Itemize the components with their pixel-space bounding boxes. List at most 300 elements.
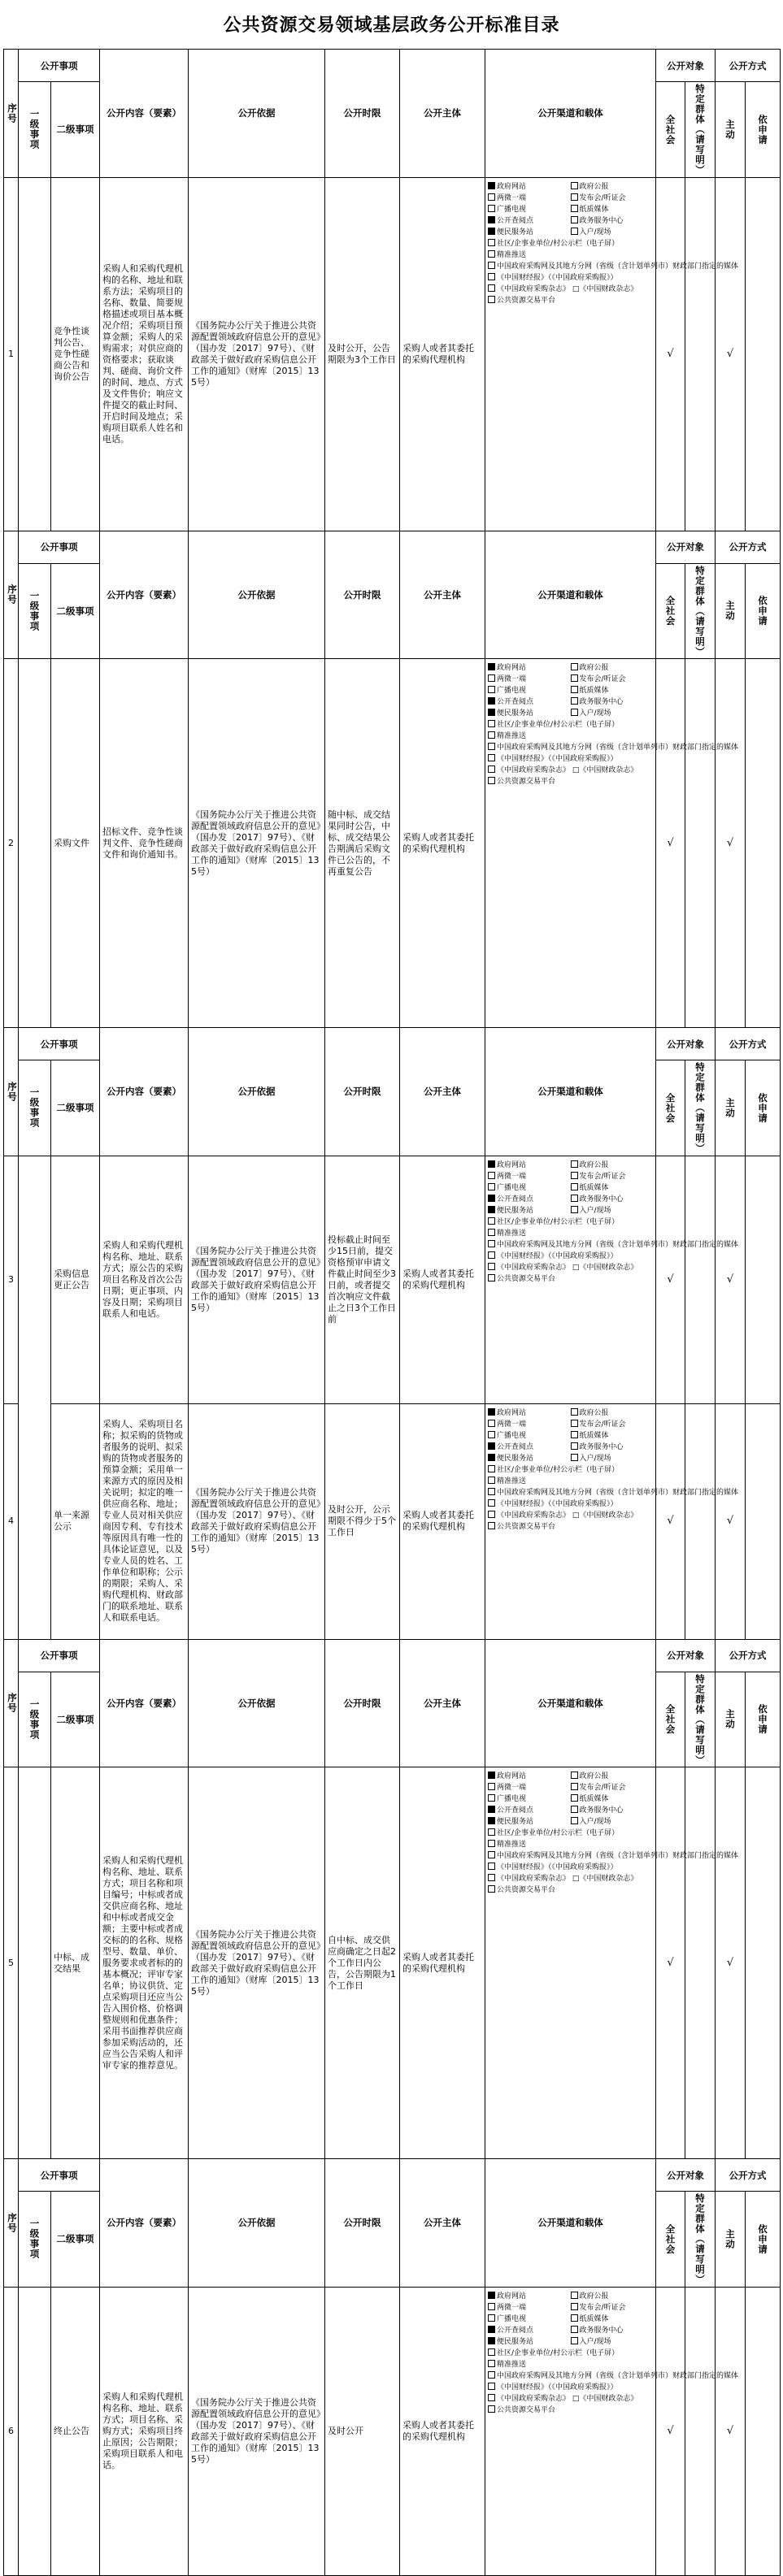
channel-option bbox=[488, 1464, 653, 1476]
level2-header: 二级事项 bbox=[56, 605, 94, 617]
request-header-cell bbox=[746, 1060, 781, 1156]
channel-option bbox=[571, 1430, 654, 1442]
active-header-cell bbox=[716, 563, 746, 659]
active-cell bbox=[716, 659, 746, 1028]
channel-option-label: 《中国政府采购杂志》 □《中国财政杂志》 bbox=[497, 1875, 638, 1883]
level1-header-cell bbox=[19, 563, 51, 659]
request-cell bbox=[746, 1403, 781, 1639]
channel-list bbox=[485, 659, 739, 1028]
request-header: 依申请 bbox=[757, 1704, 768, 1735]
channel-list bbox=[485, 1403, 739, 1639]
basis-header-cell bbox=[189, 531, 325, 659]
channel-option-label: 广播电视 bbox=[497, 1183, 527, 1192]
channel-option-label: 广播电视 bbox=[497, 1431, 527, 1440]
channel-option bbox=[488, 1239, 739, 1251]
object-header-cell bbox=[656, 2159, 716, 2192]
object-header: 公开对象 bbox=[667, 1650, 704, 1661]
channel-option-label: 发布会/听证会 bbox=[579, 1420, 626, 1429]
unchecked-box-icon bbox=[571, 2292, 578, 2299]
unchecked-box-icon bbox=[488, 1885, 495, 1893]
unchecked-box-icon bbox=[488, 686, 495, 693]
object-header: 公开对象 bbox=[667, 2169, 704, 2181]
check-mark: √ bbox=[667, 347, 674, 360]
seq-header: 序号 bbox=[7, 102, 18, 124]
level1-cell bbox=[19, 177, 51, 531]
level2-cell bbox=[51, 177, 100, 531]
channel-option-label: 两微一端 bbox=[497, 1420, 527, 1429]
request-header: 依申请 bbox=[757, 596, 768, 627]
channel-option-label: 纸质媒体 bbox=[579, 1431, 609, 1440]
unchecked-box-icon bbox=[571, 1783, 578, 1790]
channel-option-label: 两微一端 bbox=[497, 2303, 527, 2312]
channel-header: 公开渠道和载体 bbox=[537, 1086, 603, 1098]
channel-option bbox=[488, 742, 739, 753]
checked-box-icon bbox=[488, 228, 495, 235]
channel-option bbox=[488, 708, 571, 719]
channel-option bbox=[571, 1160, 654, 1171]
obj-group-header-cell bbox=[685, 563, 716, 659]
channel-option-label: 两微一端 bbox=[497, 1172, 527, 1181]
unchecked-box-icon bbox=[571, 205, 578, 212]
channel-option-label: 社区/企事业单位/村公示栏（电子屏） bbox=[497, 1465, 620, 1474]
content-cell bbox=[100, 659, 189, 1028]
channel-option bbox=[571, 1816, 654, 1828]
object-header: 公开对象 bbox=[667, 541, 704, 553]
content-header-cell bbox=[100, 1028, 189, 1156]
channel-option-label: 发布会/听证会 bbox=[579, 2303, 626, 2312]
level2-item: 中标、成交结果 bbox=[54, 1951, 89, 1974]
object-header-cell bbox=[656, 531, 716, 563]
channel-option-label: 公开查阅点 bbox=[497, 1806, 534, 1815]
channel-option bbox=[571, 2336, 654, 2348]
unchecked-box-icon bbox=[488, 2394, 495, 2401]
channel-option bbox=[488, 1828, 653, 1839]
object-header-cell bbox=[656, 1639, 716, 1672]
channel-header: 公开渠道和载体 bbox=[537, 107, 603, 119]
check-mark: √ bbox=[667, 1956, 674, 1969]
unchecked-box-icon bbox=[488, 1783, 495, 1790]
channel-list bbox=[485, 1156, 739, 1403]
seq-header-cell bbox=[4, 50, 19, 178]
channel-option-label: 《中国财经报》（《中国政府采购报》） bbox=[497, 1499, 618, 1508]
channel-option bbox=[488, 753, 653, 765]
seq-cell bbox=[4, 1767, 19, 2159]
request-cell bbox=[746, 659, 781, 1028]
unchecked-box-icon bbox=[488, 731, 495, 739]
channel-option-label: 纸质媒体 bbox=[579, 205, 609, 214]
basis-text: 《国务院办公厅关于推进公共资源配置领域政府信息公开的意见》（国办发〔2017〕97号）、《财政部关于做好政府采购信息公开工作的通知》（财库〔2015〕135号） bbox=[191, 809, 321, 877]
request-header-cell bbox=[746, 563, 781, 659]
channel-option-label: 广播电视 bbox=[497, 1795, 527, 1803]
level2-cell bbox=[51, 1403, 100, 1639]
request-cell bbox=[746, 1156, 781, 1403]
content-header: 公开内容（要素） bbox=[107, 588, 181, 601]
content-cell bbox=[100, 1403, 189, 1639]
obj-group-cell bbox=[685, 2287, 716, 2575]
channel-option-label: 社区/企事业单位/村公示栏（电子屏） bbox=[497, 721, 620, 729]
obj-all-header-cell bbox=[656, 1060, 685, 1156]
channel-option-label: 政府网站 bbox=[497, 182, 527, 191]
channel-option-label: 公共资源交易平台 bbox=[497, 1886, 556, 1894]
unchecked-box-icon bbox=[488, 674, 495, 682]
seq-cell bbox=[4, 1156, 19, 1403]
obj-group-cell bbox=[685, 177, 716, 531]
channel-option bbox=[571, 2291, 654, 2302]
channel-option-label: 便民服务站 bbox=[497, 2337, 534, 2346]
matter-header: 公开事项 bbox=[40, 541, 78, 553]
channel-option bbox=[488, 193, 571, 204]
content-header-cell bbox=[100, 531, 189, 659]
seq-header-cell bbox=[4, 2159, 19, 2288]
level2-header-cell bbox=[51, 1060, 100, 1156]
channel-option bbox=[488, 1884, 653, 1896]
channel-option bbox=[488, 2302, 571, 2314]
channel-option bbox=[488, 765, 653, 776]
channel-option-label: 中国政府采购网及其地方分网（省级（含计划单列市）财政部门指定的媒体 bbox=[497, 1240, 739, 1249]
time-text: 及时公开，公示期限不得少于5个工作日 bbox=[328, 1504, 396, 1537]
level2-header-cell bbox=[51, 1672, 100, 1767]
unchecked-box-icon bbox=[488, 2303, 495, 2310]
obj-all-header: 全社会 bbox=[664, 1092, 676, 1123]
channel-option bbox=[488, 2336, 571, 2348]
basis-text: 《国务院办公厅关于推进公共资源配置领域政府信息公开的意见》（国办发〔2017〕97号）、《财政部关于做好政府采购信息公开工作的通知》（财库〔2015〕135号） bbox=[191, 1245, 321, 1313]
unchecked-box-icon bbox=[488, 1499, 495, 1507]
channel-option bbox=[488, 1251, 653, 1262]
channel-option-label: 精准推送 bbox=[497, 1477, 527, 1485]
level2-header: 二级事项 bbox=[56, 1713, 94, 1725]
channel-option bbox=[571, 1782, 654, 1793]
channel-option-label: 政府公报 bbox=[579, 664, 609, 672]
request-header-cell bbox=[746, 1672, 781, 1767]
unchecked-box-icon bbox=[488, 1172, 495, 1179]
channel-option bbox=[571, 674, 654, 685]
unchecked-box-icon bbox=[488, 1431, 495, 1438]
unchecked-box-icon bbox=[488, 262, 495, 269]
subject-cell bbox=[400, 1403, 485, 1639]
unchecked-box-icon bbox=[488, 2348, 495, 2356]
method-header-cell bbox=[716, 1639, 781, 1672]
object-header: 公开对象 bbox=[667, 1038, 704, 1050]
content-cell bbox=[100, 2287, 189, 2575]
unchecked-box-icon bbox=[488, 1263, 495, 1270]
channel-option-label: 公共资源交易平台 bbox=[497, 2405, 556, 2414]
object-header-cell bbox=[656, 50, 716, 82]
channel-option-label: 公开查阅点 bbox=[497, 1442, 534, 1451]
method-header-cell bbox=[716, 1028, 781, 1060]
channel-option-label: 公共资源交易平台 bbox=[497, 1274, 556, 1283]
active-header: 主动 bbox=[724, 2228, 736, 2249]
obj-all-header-cell bbox=[656, 563, 685, 659]
checked-box-icon bbox=[488, 1160, 495, 1168]
level2-cell bbox=[51, 1767, 100, 2159]
channel-header-cell bbox=[485, 1028, 656, 1156]
channel-option-label: 公开查阅点 bbox=[497, 216, 534, 225]
channel-option bbox=[488, 1228, 653, 1239]
header-row-1 bbox=[4, 1639, 781, 1672]
channel-option bbox=[488, 2393, 653, 2405]
content-text: 采购人和采购代理机构的名称、地址和联系方法；采购项目的名称、数量、简要规格描述或项目基本概况介绍；采购项目预算金额；采购人的采购需求；对供应商的资格要求；获取谈判、磋商、询价文件的时间、地点、方式及文件售价；响应文件提交的截止时间、开启时间及地点；采购项目联系人姓名和电话。 bbox=[102, 262, 183, 445]
request-header-cell bbox=[746, 82, 781, 178]
level2-header: 二级事项 bbox=[56, 2233, 94, 2245]
level2-header-cell bbox=[51, 563, 100, 659]
obj-group-cell bbox=[685, 1156, 716, 1403]
request-header-cell bbox=[746, 2192, 781, 2288]
subject-header: 公开主体 bbox=[424, 2217, 461, 2229]
channel-option bbox=[571, 662, 654, 674]
obj-all-header: 全社会 bbox=[664, 596, 676, 627]
basis-cell bbox=[189, 659, 325, 1028]
obj-group-header: 特定群体（请写明） bbox=[694, 2193, 706, 2285]
unchecked-box-icon bbox=[488, 1522, 495, 1529]
channel-option-label: 两微一端 bbox=[497, 1784, 527, 1792]
matter-header: 公开事项 bbox=[40, 1650, 78, 1661]
channel-option-label: 政务服务中心 bbox=[579, 698, 624, 706]
unchecked-box-icon bbox=[488, 1488, 495, 1495]
unchecked-box-icon bbox=[488, 1840, 495, 1847]
channel-option-label: 纸质媒体 bbox=[579, 1795, 609, 1803]
unchecked-box-icon bbox=[488, 2383, 495, 2390]
channel-option bbox=[571, 1205, 654, 1216]
channel-option-label: 《中国政府采购杂志》 □《中国财政杂志》 bbox=[497, 284, 638, 293]
unchecked-box-icon bbox=[571, 1806, 578, 1813]
unchecked-box-icon bbox=[488, 2360, 495, 2367]
seq-cell bbox=[4, 1403, 19, 1639]
unchecked-box-icon bbox=[488, 720, 495, 727]
channel-option bbox=[488, 2382, 653, 2393]
matter-header-cell bbox=[19, 1639, 100, 1672]
request-cell bbox=[746, 177, 781, 531]
unchecked-box-icon bbox=[488, 1183, 495, 1190]
seq-header: 序号 bbox=[7, 1693, 18, 1714]
check-mark: √ bbox=[667, 2424, 674, 2437]
channel-option bbox=[488, 1487, 739, 1498]
seq-header-cell bbox=[4, 531, 19, 659]
content-header: 公开内容（要素） bbox=[107, 1086, 181, 1098]
channel-option bbox=[488, 1407, 571, 1419]
basis-cell bbox=[189, 1156, 325, 1403]
level1-header-cell bbox=[19, 1672, 51, 1767]
table-row bbox=[4, 2287, 781, 2575]
unchecked-box-icon bbox=[488, 1851, 495, 1858]
time-header: 公开时限 bbox=[343, 2217, 381, 2229]
time-text: 及时公开，公告期限为3个工作日 bbox=[328, 342, 396, 365]
channel-header: 公开渠道和载体 bbox=[537, 588, 603, 601]
check-mark: √ bbox=[667, 836, 674, 849]
channel-option-label: 中国政府采购网及其地方分网（省级（含计划单列市）财政部门指定的媒体 bbox=[497, 1488, 739, 1497]
method-header-cell bbox=[716, 2159, 781, 2192]
header-row-1 bbox=[4, 50, 781, 82]
seq-header-cell bbox=[4, 1028, 19, 1156]
channel-option bbox=[571, 2302, 654, 2314]
checked-box-icon bbox=[488, 697, 495, 705]
content-header-cell bbox=[100, 50, 189, 178]
matter-header: 公开事项 bbox=[40, 1038, 78, 1050]
channel-option bbox=[571, 1453, 654, 1464]
checked-box-icon bbox=[488, 709, 495, 716]
channel-option-label: 《中国财经报》（《中国政府采购报》） bbox=[497, 2383, 618, 2392]
channel-option-label: 发布会/听证会 bbox=[579, 675, 626, 683]
channel-option bbox=[571, 1407, 654, 1419]
basis-header-cell bbox=[189, 1028, 325, 1156]
unchecked-box-icon bbox=[571, 2326, 578, 2333]
subject-cell bbox=[400, 1767, 485, 2159]
table-row bbox=[4, 1767, 781, 2159]
time-header-cell bbox=[325, 531, 400, 659]
unchecked-box-icon bbox=[488, 284, 495, 292]
channel-option bbox=[571, 227, 654, 238]
level2-cell bbox=[51, 2287, 100, 2575]
channel-option-label: 广播电视 bbox=[497, 2314, 527, 2323]
obj-all-header-cell bbox=[656, 2192, 685, 2288]
seq-number: 6 bbox=[8, 2425, 14, 2436]
subject-header-cell bbox=[400, 531, 485, 659]
matter-header-cell bbox=[19, 50, 100, 82]
level2-item: 竞争性谈判公告、竞争性磋商公告和询价公告 bbox=[54, 325, 89, 382]
level1-header: 一级事项 bbox=[28, 1087, 41, 1129]
channel-option bbox=[571, 708, 654, 719]
unchecked-box-icon bbox=[571, 1442, 578, 1450]
unchecked-box-icon bbox=[488, 1874, 495, 1881]
page-title: 公共资源交易领域基层政务公开标准目录 bbox=[223, 15, 560, 36]
subject-cell bbox=[400, 659, 485, 1028]
seq-number: 5 bbox=[8, 1957, 14, 1968]
level2-header: 二级事项 bbox=[56, 1102, 94, 1114]
level2-header-cell bbox=[51, 82, 100, 178]
channel-option-label: 政务服务中心 bbox=[579, 1806, 624, 1815]
method-header-cell bbox=[716, 50, 781, 82]
catalog-table bbox=[3, 49, 781, 2576]
channel-option bbox=[488, 295, 653, 306]
channel-option bbox=[488, 674, 571, 685]
channel-option-label: 发布会/听证会 bbox=[579, 193, 626, 202]
unchecked-box-icon bbox=[488, 1465, 495, 1472]
unchecked-box-icon bbox=[488, 1229, 495, 1236]
level1-cell bbox=[19, 659, 51, 1028]
unchecked-box-icon bbox=[571, 1817, 578, 1824]
time-text: 自中标、成交供应商确定之日起2个工作日内公告，公告期限为1个工作日 bbox=[328, 1934, 396, 1991]
channel-option bbox=[488, 2370, 739, 2382]
subject-header-cell bbox=[400, 50, 485, 178]
content-text: 采购人和采购代理机构名称、地址、联系方式；项目名称和项目编号；中标或者成交供应商名称、地址和中标或者成交金额；主要中标或者成交标的的名称、规格型号、数量、单价、服务要求或者标的的基本概况；评审专家名单；协议供货、定点采购项目还应当公告入围价格、价格调整规则和优惠条件；采用书面推荐供应商参加采购活动的，还应当公告采购人和评审专家的推荐意见。 bbox=[102, 1854, 183, 2071]
channel-option-label: 中国政府采购网及其地方分网（省级（含计划单列市）财政部门指定的媒体 bbox=[497, 2371, 739, 2380]
time-header: 公开时限 bbox=[343, 1086, 381, 1098]
time-text: 投标截止时间至少15日前，提交资格预审申请文件截止时间至少3日前，或者提交首次响应文件截止之日3个工作日前 bbox=[328, 1234, 396, 1325]
obj-group-header-cell bbox=[685, 2192, 716, 2288]
channel-option-label: 入户/现场 bbox=[579, 1454, 611, 1463]
method-header-cell bbox=[716, 531, 781, 563]
active-cell bbox=[716, 1767, 746, 2159]
channel-option-label: 《中国财经报》（《中国政府采购报》） bbox=[497, 273, 618, 282]
time-header: 公开时限 bbox=[343, 588, 381, 601]
check-mark: √ bbox=[726, 1956, 734, 1969]
basis-cell bbox=[189, 1403, 325, 1639]
subject-cell bbox=[400, 2287, 485, 2575]
unchecked-box-icon bbox=[571, 1772, 578, 1779]
subject-text: 采购人或者其委托的采购代理机构 bbox=[402, 2419, 474, 2442]
unchecked-box-icon bbox=[488, 743, 495, 750]
channel-list bbox=[485, 177, 739, 531]
unchecked-box-icon bbox=[488, 193, 495, 201]
channel-option-label: 社区/企事业单位/村公示栏（电子屏） bbox=[497, 1829, 620, 1837]
time-cell bbox=[325, 1156, 400, 1403]
channel-option bbox=[488, 272, 653, 284]
active-header-cell bbox=[716, 82, 746, 178]
basis-text: 《国务院办公厅关于推进公共资源配置领域政府信息公开的意见》（国办发〔2017〕97号）、《财政部关于做好政府采购信息公开工作的通知》（财库〔2015〕135号） bbox=[191, 2396, 321, 2465]
channel-option-label: 《中国政府采购杂志》 □《中国财政杂志》 bbox=[497, 2394, 638, 2403]
unchecked-box-icon bbox=[571, 2314, 578, 2322]
obj-all-cell bbox=[656, 659, 685, 1028]
unchecked-box-icon bbox=[488, 1511, 495, 1518]
level2-header: 二级事项 bbox=[56, 124, 94, 136]
channel-option bbox=[488, 1850, 739, 1862]
time-header-cell bbox=[325, 50, 400, 178]
channel-option bbox=[571, 1805, 654, 1816]
obj-all-header: 全社会 bbox=[664, 1704, 676, 1735]
channel-option bbox=[488, 284, 653, 295]
check-mark: √ bbox=[726, 836, 734, 849]
checked-box-icon bbox=[488, 1442, 495, 1450]
channel-list bbox=[485, 1767, 739, 2159]
basis-header: 公开依据 bbox=[237, 1086, 276, 1098]
matter-header-cell bbox=[19, 2159, 100, 2192]
subject-header: 公开主体 bbox=[424, 107, 461, 119]
channel-option bbox=[488, 2348, 653, 2359]
channel-option bbox=[488, 1216, 653, 1228]
content-header-cell bbox=[100, 2159, 189, 2288]
unchecked-box-icon bbox=[571, 228, 578, 235]
channel-header: 公开渠道和载体 bbox=[537, 1697, 603, 1709]
active-header-cell bbox=[716, 1060, 746, 1156]
level1-cell bbox=[19, 2287, 51, 2575]
unchecked-box-icon bbox=[571, 1454, 578, 1461]
unchecked-box-icon bbox=[571, 1160, 578, 1168]
content-text: 采购人和采购代理机构名称、地址、联系方式；项目名称、采购方式；采购项目终止原因；公告期限；采购项目联系人和电话。 bbox=[102, 2391, 183, 2470]
channel-option-label: 两微一端 bbox=[497, 193, 527, 202]
obj-group-cell bbox=[685, 1403, 716, 1639]
channel-option bbox=[488, 2359, 653, 2370]
level1-cell bbox=[19, 1156, 51, 1639]
channel-option bbox=[571, 2314, 654, 2325]
active-header: 主动 bbox=[724, 601, 736, 622]
channel-option bbox=[488, 1205, 571, 1216]
channel-option-label: 纸质媒体 bbox=[579, 687, 609, 695]
channel-option-label: 发布会/听证会 bbox=[579, 1172, 626, 1181]
channel-option-label: 纸质媒体 bbox=[579, 2314, 609, 2323]
method-header: 公开方式 bbox=[729, 1038, 767, 1050]
unchecked-box-icon bbox=[488, 1794, 495, 1802]
unchecked-box-icon bbox=[571, 697, 578, 705]
time-header: 公开时限 bbox=[343, 1697, 381, 1709]
level2-item: 单一来源公示 bbox=[54, 1510, 89, 1532]
content-header: 公开内容（要素） bbox=[107, 107, 181, 119]
channel-option-label: 中国政府采购网及其地方分网（省级（含计划单列市）财政部门指定的媒体 bbox=[497, 1852, 739, 1860]
channel-list bbox=[485, 2287, 739, 2575]
channel-option-label: 政务服务中心 bbox=[579, 2326, 624, 2335]
basis-text: 《国务院办公厅关于推进公共资源配置领域政府信息公开的意见》（国办发〔2017〕97号）、《财政部关于做好政府采购信息公开工作的通知》（财库〔2015〕135号） bbox=[191, 1487, 321, 1555]
channel-option-label: 政府公报 bbox=[579, 1160, 609, 1169]
time-header-cell bbox=[325, 1639, 400, 1767]
checked-box-icon bbox=[488, 1408, 495, 1416]
matter-header: 公开事项 bbox=[40, 59, 78, 72]
channel-option bbox=[488, 2405, 653, 2416]
basis-header: 公开依据 bbox=[237, 588, 276, 601]
channel-option-label: 入户/现场 bbox=[579, 2337, 611, 2346]
channel-option bbox=[488, 719, 653, 731]
basis-header: 公开依据 bbox=[237, 107, 276, 119]
content-text: 采购人、采购项目名称；拟采购的货物或者服务的说明、拟采购的货物或者服务的预算金额；采用单一来源方式的原因及相关说明；拟定的唯一供应商名称、地址；专业人员对相关供应商因专利、专有技术等原因具有唯一性的具体论证意见，以及专业人员的姓名、工作单位和职称；公示的期限；采购人、采购代理机构、财政部门的联系地址、联系人和联系电话。 bbox=[102, 1419, 183, 1623]
obj-group-header: 特定群体（请写明） bbox=[694, 84, 706, 176]
active-cell bbox=[716, 177, 746, 531]
